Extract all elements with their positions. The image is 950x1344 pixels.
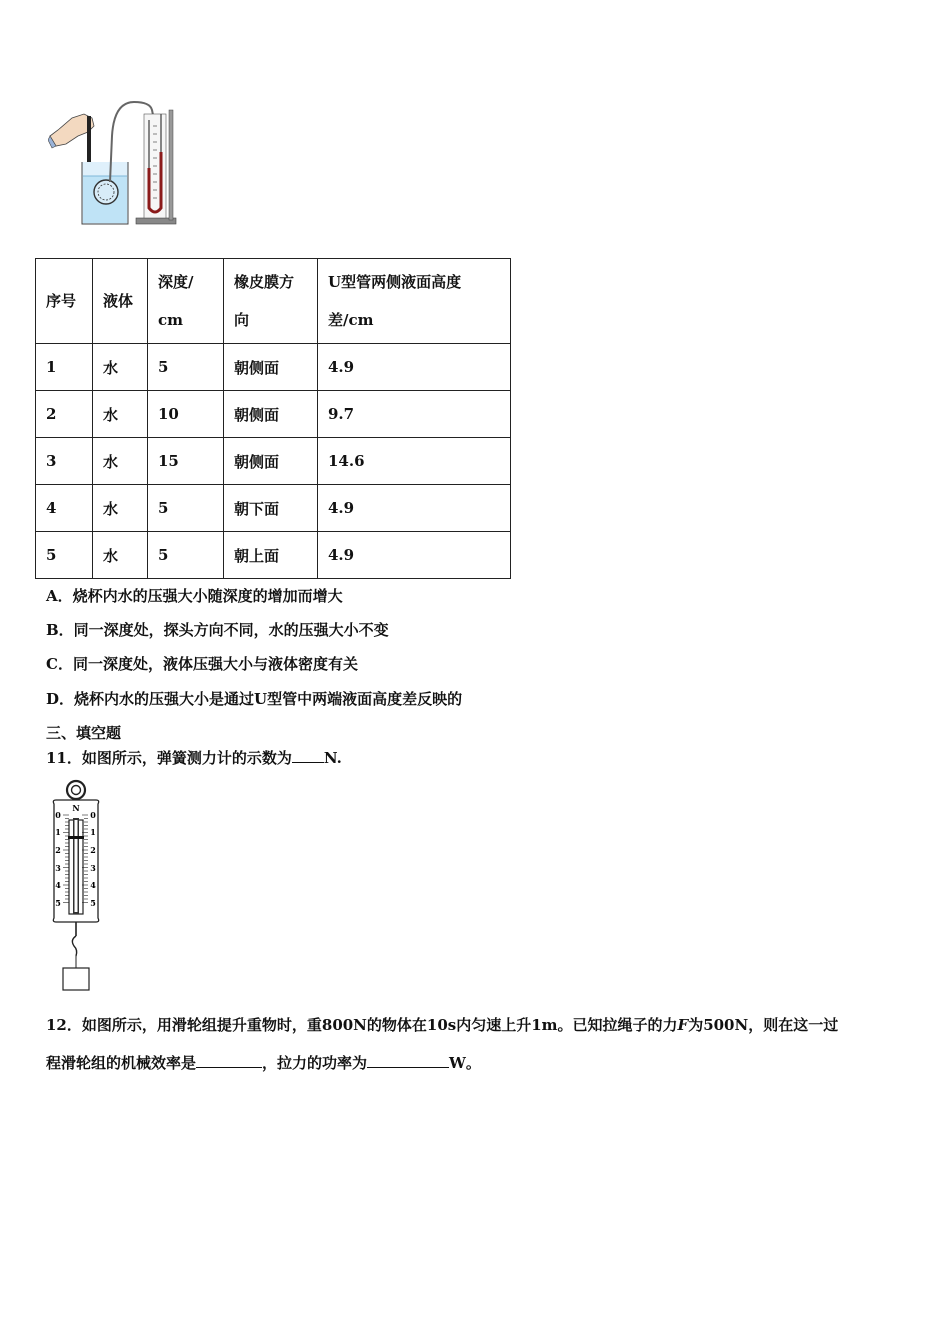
q11-unit: N. — [323, 749, 342, 767]
tick-label: 5 — [90, 898, 96, 908]
table-cell: 4.9 — [318, 344, 511, 391]
table-cell: 水 — [93, 438, 148, 485]
section-title: 三、填空题 — [46, 724, 122, 742]
table-cell: 2 — [36, 391, 93, 438]
scale-unit-label: N — [72, 803, 80, 813]
table-cell: 4 — [36, 485, 93, 532]
table-cell: 14.6 — [318, 438, 511, 485]
question-12-line1 — [46, 1014, 838, 1035]
tick-label: 1 — [90, 827, 96, 837]
table-cell: 朝下面 — [224, 485, 318, 532]
tick-label: 1 — [55, 827, 61, 837]
table-cell: 水 — [93, 532, 148, 579]
header-cell: 橡皮膜方 向 — [224, 259, 318, 344]
q12-text: 12．如图所示，用滑轮组提升重物时，重800N的物体在10s内匀速上升1m。已知拉绳子的力 — [46, 1016, 678, 1034]
tick-label: 4 — [90, 880, 96, 890]
table-cell: 10 — [148, 391, 224, 438]
option-c: C．同一深度处，液体压强大小与液体密度有关 — [46, 655, 358, 673]
table-row — [36, 438, 511, 485]
table-cell: 5 — [36, 532, 93, 579]
table-cell: 水 — [93, 391, 148, 438]
force-symbol: F — [677, 1016, 689, 1034]
option-b: B．同一深度处，探头方向不同，水的压强大小不变 — [46, 621, 389, 639]
tick-label: 3 — [55, 863, 61, 873]
table-cell: 5 — [148, 485, 224, 532]
header-cell: 深度/ cm — [148, 259, 224, 344]
table-header-row — [36, 259, 511, 344]
q12-text: 为500N，则在这一过 — [688, 1016, 839, 1034]
table-cell: 朝侧面 — [224, 391, 318, 438]
table-row — [36, 532, 511, 579]
option-d: D．烧杯内水的压强大小是通过U型管中两端液面高度差反映的 — [46, 690, 463, 708]
table-cell: 5 — [148, 532, 224, 579]
answer-blank — [367, 1053, 449, 1068]
table-cell: 朝上面 — [224, 532, 318, 579]
table-cell: 朝侧面 — [224, 344, 318, 391]
table-cell: 9.7 — [318, 391, 511, 438]
tick-label: 2 — [55, 845, 61, 855]
table-cell: 朝侧面 — [224, 438, 318, 485]
q12-text: W。 — [449, 1054, 481, 1072]
tick-label: 4 — [55, 880, 61, 890]
experiment-data-table — [35, 258, 511, 579]
tick-label: 2 — [90, 845, 96, 855]
answer-blank — [196, 1053, 262, 1068]
table-cell: 5 — [148, 344, 224, 391]
option-a: A．烧杯内水的压强大小随深度的增加而增大 — [46, 587, 343, 605]
table-cell: 水 — [93, 344, 148, 391]
q12-text: 程滑轮组的机械效率是 — [46, 1054, 197, 1072]
question-12-line2 — [46, 1052, 481, 1073]
header-cell: 序号 — [36, 259, 93, 344]
table-row — [36, 485, 511, 532]
tick-label: 3 — [90, 863, 96, 873]
tick-label: 0 — [55, 810, 61, 820]
q12-text: ，拉力的功率为 — [262, 1054, 368, 1072]
tick-label: 0 — [90, 810, 96, 820]
answer-blank — [292, 748, 324, 763]
q11-text: 11．如图所示，弹簧测力计的示数为 — [46, 749, 292, 767]
header-cell: 液体 — [93, 259, 148, 344]
table-cell: 3 — [36, 438, 93, 485]
pressure-experiment-figure — [48, 96, 180, 230]
table-cell: 15 — [148, 438, 224, 485]
header-cell: U型管两侧液面高度 差/cm — [318, 259, 511, 344]
table-cell: 4.9 — [318, 532, 511, 579]
table-row — [36, 391, 511, 438]
question-11 — [46, 747, 342, 768]
table-cell: 水 — [93, 485, 148, 532]
table-cell: 1 — [36, 344, 93, 391]
table-row — [36, 344, 511, 391]
table-cell: 4.9 — [318, 485, 511, 532]
spring-scale-figure — [46, 778, 106, 992]
tick-label: 5 — [55, 898, 61, 908]
